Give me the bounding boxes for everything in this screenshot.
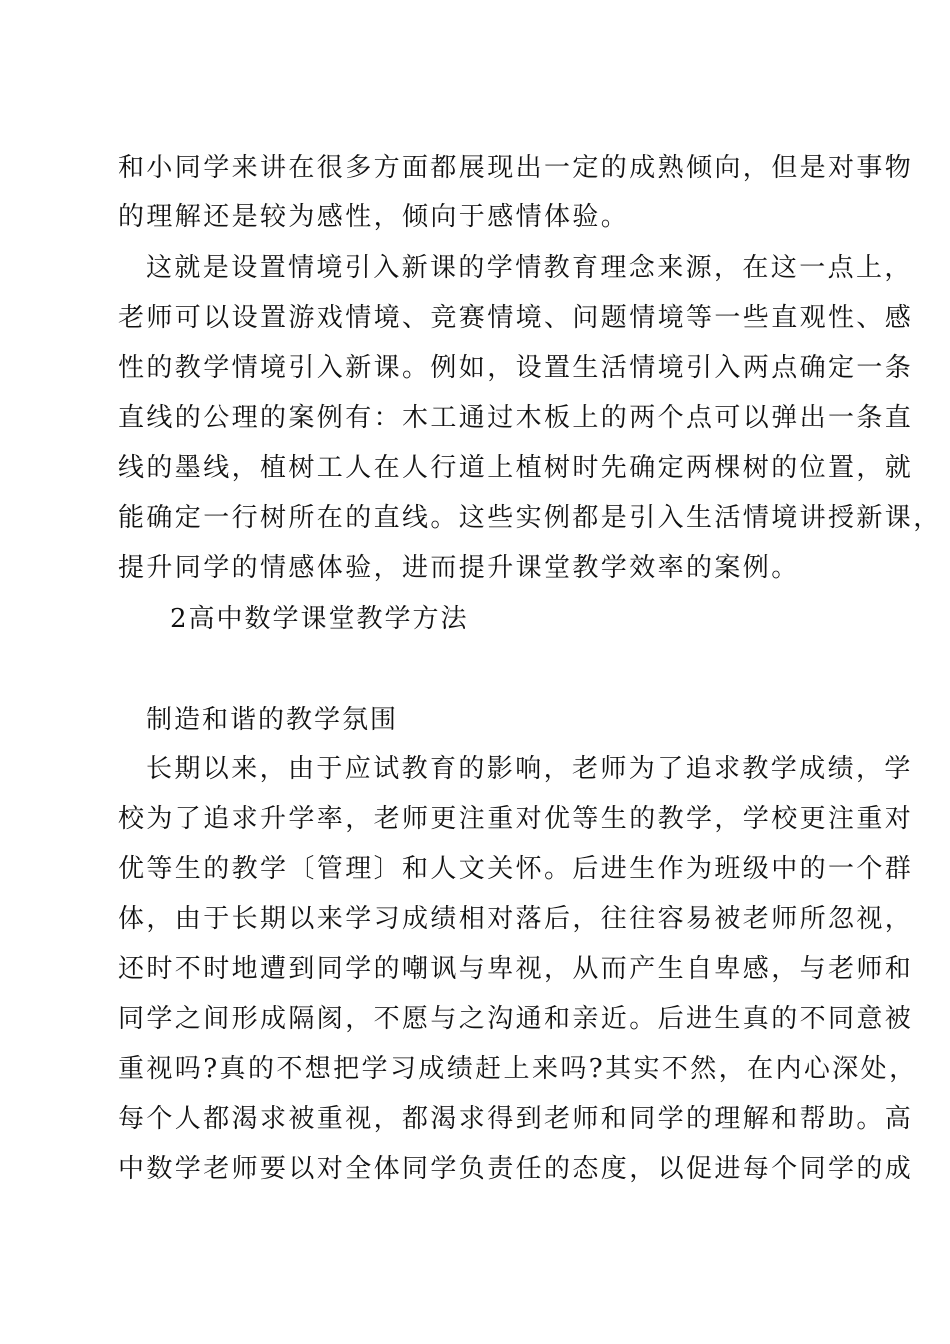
paragraph-line: 重视吗?真的不想把学习成绩赶上来吗?其实不然，在内心深处，: [118, 1054, 918, 1084]
paragraph-line: 还时不时地遭到同学的嘲讽与卑视，从而产生自卑感，与老师和: [118, 954, 914, 984]
paragraph-line: 这就是设置情境引入新课的学情教育理念来源，在这一点上，: [146, 253, 913, 283]
paragraph-line: 老师可以设置游戏情境、竞赛情境、问题情境等一些直观性、感: [118, 303, 914, 333]
paragraph-line: 性的教学情境引入新课。例如，设置生活情境引入两点确定一条: [118, 353, 914, 383]
subheading: 制造和谐的教学氛围: [146, 705, 399, 735]
paragraph-line: 长期以来，由于应试教育的影响，老师为了追求教学成绩，学: [146, 754, 913, 784]
paragraph-line: 和小同学来讲在很多方面都展现出一定的成熟倾向，但是对事物: [118, 153, 914, 183]
paragraph-line: 体，由于长期以来学习成绩相对落后，往往容易被老师所忽视，: [118, 904, 914, 934]
paragraph-line: 中数学老师要以对全体同学负责任的态度，以促进每个同学的成: [118, 1154, 914, 1184]
paragraph-line: 优等生的教学〔管理〕和人文关怀。后进生作为班级中的一个群: [118, 854, 914, 884]
paragraph-line: 提升同学的情感体验，进而提升课堂教学效率的案例。: [118, 553, 800, 583]
paragraph-line: 能确定一行树所在的直线。这些实例都是引入生活情境讲授新课，: [118, 503, 942, 533]
paragraph-line: 直线的公理的案例有：木工通过木板上的两个点可以弹出一条直: [118, 403, 914, 433]
paragraph-line: 同学之间形成隔阂，不愿与之沟通和亲近。后进生真的不同意被: [118, 1004, 914, 1034]
section-heading: 2高中数学课堂教学方法: [170, 604, 469, 634]
paragraph-line: 校为了追求升学率，老师更注重对优等生的教学，学校更注重对: [118, 804, 914, 834]
paragraph-line: 每个人都渴求被重视，都渴求得到老师和同学的理解和帮助。高: [118, 1104, 914, 1134]
paragraph-line: 线的墨线，植树工人在人行道上植树时先确定两棵树的位置，就: [118, 453, 914, 483]
paragraph-line: 的理解还是较为感性，倾向于感情体验。: [118, 202, 630, 232]
